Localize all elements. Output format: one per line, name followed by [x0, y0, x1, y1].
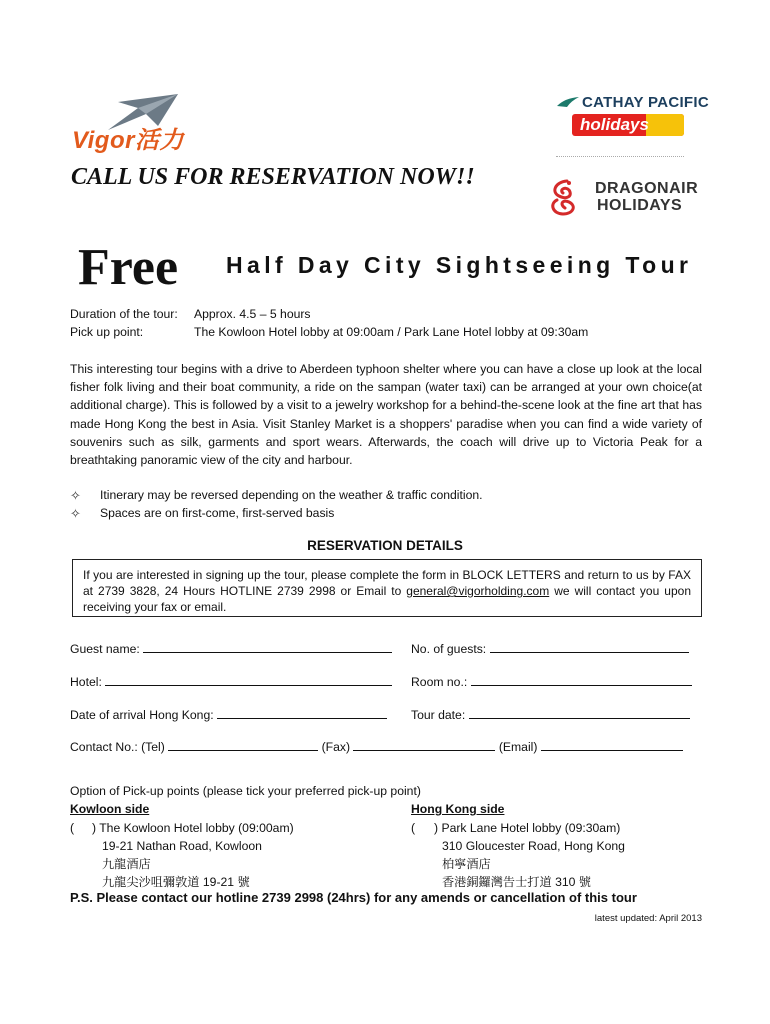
- hotel-line[interactable]: [105, 675, 392, 686]
- instructions-text-end: we will contact you upon receiving your fax or email.: [83, 584, 691, 614]
- no-guests-label: No. of guests:: [411, 642, 487, 656]
- reservation-title: RESERVATION DETAILS: [307, 538, 463, 553]
- bullet-item: [70, 488, 710, 504]
- dragonair-line2: HOLIDAYS: [597, 197, 683, 214]
- kowloon-heading: Kowloon side: [70, 802, 150, 816]
- no-guests-line[interactable]: [490, 642, 689, 653]
- logo-divider: [556, 156, 684, 157]
- arrival-date-field: [70, 708, 387, 722]
- tour-date-field: [411, 708, 690, 722]
- kowloon-option: ) The Kowloon Hotel lobby (09:00am): [92, 821, 294, 835]
- hongkong-chinese-name: 柏寧酒店: [442, 857, 491, 871]
- room-no-field: [411, 675, 692, 689]
- email-link[interactable]: general@vigorholding.com: [406, 584, 550, 598]
- free-heading: Free: [78, 239, 179, 296]
- contact-tel-line[interactable]: [168, 740, 318, 751]
- sparkle-bullet-icon: ✧: [70, 506, 81, 521]
- dragonair-dragon-icon: [547, 178, 581, 218]
- hongkong-checkbox[interactable]: (: [411, 821, 416, 835]
- pickup-value: The Kowloon Hotel lobby at 09:00am / Park Lane Hotel lobby at 09:30am: [194, 325, 589, 339]
- cathay-holidays-logo: [572, 114, 684, 136]
- cathay-holidays-text: holidays: [580, 115, 649, 134]
- hongkong-heading: Hong Kong side: [411, 802, 505, 816]
- vigor-logo-text: Vigor活力: [72, 127, 184, 154]
- duration-label: Duration of the tour:: [70, 307, 178, 321]
- cathay-pacific-logo-text: CATHAY PACIFIC: [582, 94, 709, 111]
- hotel-label: Hotel:: [70, 675, 102, 689]
- kowloon-checkbox[interactable]: (: [70, 821, 75, 835]
- contact-field: [70, 740, 683, 754]
- hotel-field: [70, 675, 392, 689]
- last-updated: latest updated: April 2013: [594, 913, 702, 924]
- tour-title: Half Day City Sightseeing Tour: [226, 252, 693, 278]
- contact-tel-label: Contact No.: (Tel): [70, 740, 165, 754]
- guest-name-field: [70, 642, 392, 656]
- tour-date-label: Tour date:: [411, 708, 466, 722]
- dragonair-logo-text: [595, 180, 698, 214]
- kowloon-chinese-address: 九龍尖沙咀彌敦道 19-21 號: [102, 875, 250, 889]
- kowloon-chinese-name: 九龍酒店: [102, 857, 151, 871]
- reservation-instructions-box: [72, 559, 702, 617]
- tour-description: This interesting tour begins with a drive to Aberdeen typhoon shelter where you can have a close up look at the local fisher folk living and their boat community, a ride on the sampan (water taxi) can be arranged at your own choice(at additional charge). This is followed by a visit to a jewelry workshop for a behind-the-scene look at the fine art that has made Hong Kong the best in Asia. Visit Stanley Market is a shoppers' paradise when you can find a wide variety of souvenirs such as silk, garments and sport wears. Afterwards, the coach will drive up to Victoria Peak for a breathtaking panoramic view of the city and harbour.: [70, 362, 702, 468]
- contact-fax-line[interactable]: [353, 740, 495, 751]
- room-no-label: Room no.:: [411, 675, 468, 689]
- hongkong-chinese-address: 香港銅鑼灣告士打道 310 號: [442, 875, 591, 889]
- instructions-text: If you are interested in signing up the tour, please complete the form in BLOCK LETTERS and return to us by FAX at 2739 3828, 24 Hours HOTLINE 2739 2998 or Email to: [83, 568, 691, 598]
- kowloon-address: 19-21 Nathan Road, Kowloon: [102, 839, 262, 853]
- contact-email-label: (Email): [498, 740, 538, 754]
- tour-date-line[interactable]: [469, 708, 690, 719]
- bullet-item: [70, 506, 710, 522]
- guest-name-line[interactable]: [143, 642, 392, 653]
- bullet-text: Spaces are on first-come, first-served basis: [100, 506, 335, 520]
- guest-name-label: Guest name:: [70, 642, 140, 656]
- call-heading: CALL US FOR RESERVATION NOW!!: [71, 164, 475, 190]
- contact-fax-label: (Fax): [321, 740, 351, 754]
- contact-email-line[interactable]: [541, 740, 683, 751]
- room-no-line[interactable]: [471, 675, 692, 686]
- sparkle-bullet-icon: ✧: [70, 488, 81, 503]
- hongkong-address: 310 Gloucester Road, Hong Kong: [442, 839, 625, 853]
- bullet-text: Itinerary may be reversed depending on the weather & traffic condition.: [100, 488, 483, 502]
- pickup-intro: Option of Pick-up points (please tick your preferred pick-up point): [70, 784, 421, 798]
- ps-note: P.S. Please contact our hotline 2739 2998 (24hrs) for any amends or cancellation of this tour: [70, 890, 637, 905]
- arrival-date-label: Date of arrival Hong Kong:: [70, 708, 214, 722]
- arrival-date-line[interactable]: [217, 708, 387, 719]
- dragonair-line1: DRAGONAIR: [595, 180, 699, 197]
- pickup-label: Pick up point:: [70, 325, 144, 339]
- hongkong-option: ) Park Lane Hotel lobby (09:30am): [434, 821, 621, 835]
- cathay-brushwing-icon: [557, 96, 579, 108]
- no-guests-field: [411, 642, 689, 656]
- duration-value: Approx. 4.5 – 5 hours: [194, 307, 311, 321]
